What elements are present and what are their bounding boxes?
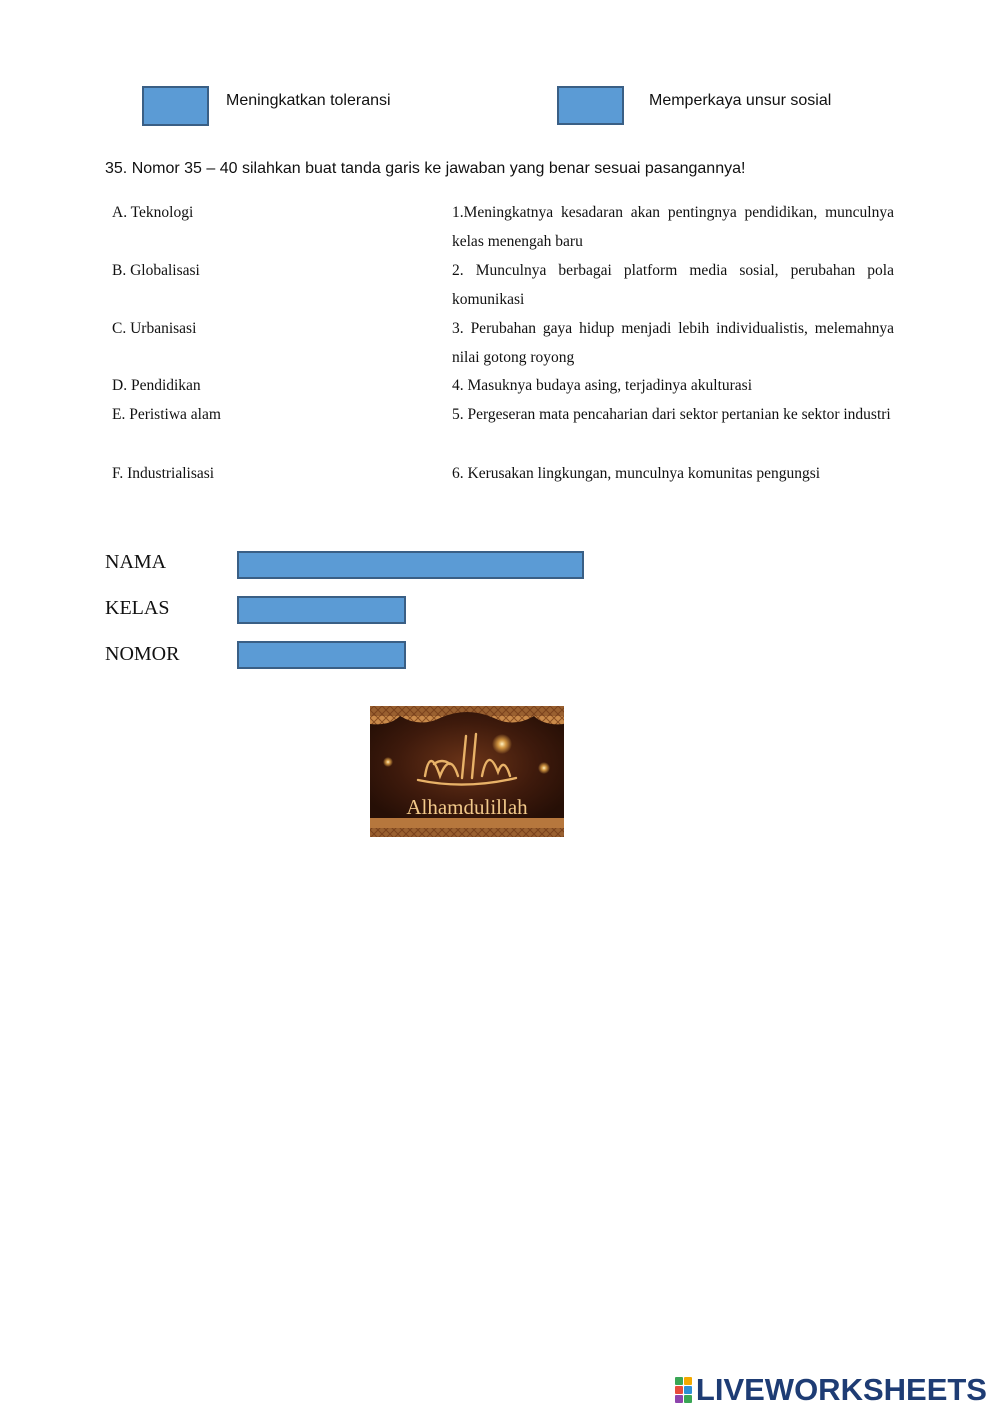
number-label: NOMOR: [105, 643, 180, 665]
option-label-left: Meningkatkan toleransi: [226, 92, 391, 109]
class-input[interactable]: [237, 596, 406, 624]
name-input[interactable]: [237, 551, 584, 579]
match-right-1: 1.Meningkatnya kesadaran akan pentingnya pendidikan, munculnya kelas menengah baru: [452, 204, 894, 250]
match-right-6: 6. Kerusakan lingkungan, munculnya komunitas pengungsi: [452, 465, 821, 482]
match-right-2: 2. Munculnya berbagai platform media sosial, perubahan pola komunikasi: [452, 262, 894, 308]
name-label: NAMA: [105, 551, 167, 573]
brand-name: LIVEWORKSHEETS: [695, 1372, 987, 1407]
match-left-b: B. Globalisasi: [112, 262, 200, 279]
alhamdulillah-image: [370, 706, 564, 837]
match-left-f: F. Industrialisasi: [112, 465, 215, 482]
option-label-right: Memperkaya unsur sosial: [649, 92, 832, 109]
match-right-4: 4. Masuknya budaya asing, terjadinya akulturasi: [452, 377, 753, 394]
match-left-e: E. Peristiwa alam: [112, 406, 221, 423]
liveworksheets-logo: [675, 1372, 987, 1408]
alhamdulillah-banner: [370, 706, 564, 837]
match-left-c: C. Urbanisasi: [112, 320, 197, 337]
liveworksheets-mark-icon: [675, 1377, 692, 1403]
number-input[interactable]: [237, 641, 406, 669]
answer-box-right[interactable]: [557, 86, 624, 125]
banner-caption: Alhamdulillah: [406, 795, 528, 819]
match-right-5: 5. Pergeseran mata pencaharian dari sektor pertanian ke sektor industri: [452, 406, 891, 423]
question-instruction: 35. Nomor 35 – 40 silahkan buat tanda garis ke jawaban yang benar sesuai pasangannya!: [105, 160, 746, 177]
match-left-d: D. Pendidikan: [112, 377, 201, 394]
match-right-3: 3. Perubahan gaya hidup menjadi lebih individualistis, melemahnya nilai gotong royong: [452, 320, 894, 366]
match-left-a: A. Teknologi: [112, 204, 194, 221]
class-label: KELAS: [105, 597, 170, 619]
answer-box-left[interactable]: [142, 86, 209, 126]
